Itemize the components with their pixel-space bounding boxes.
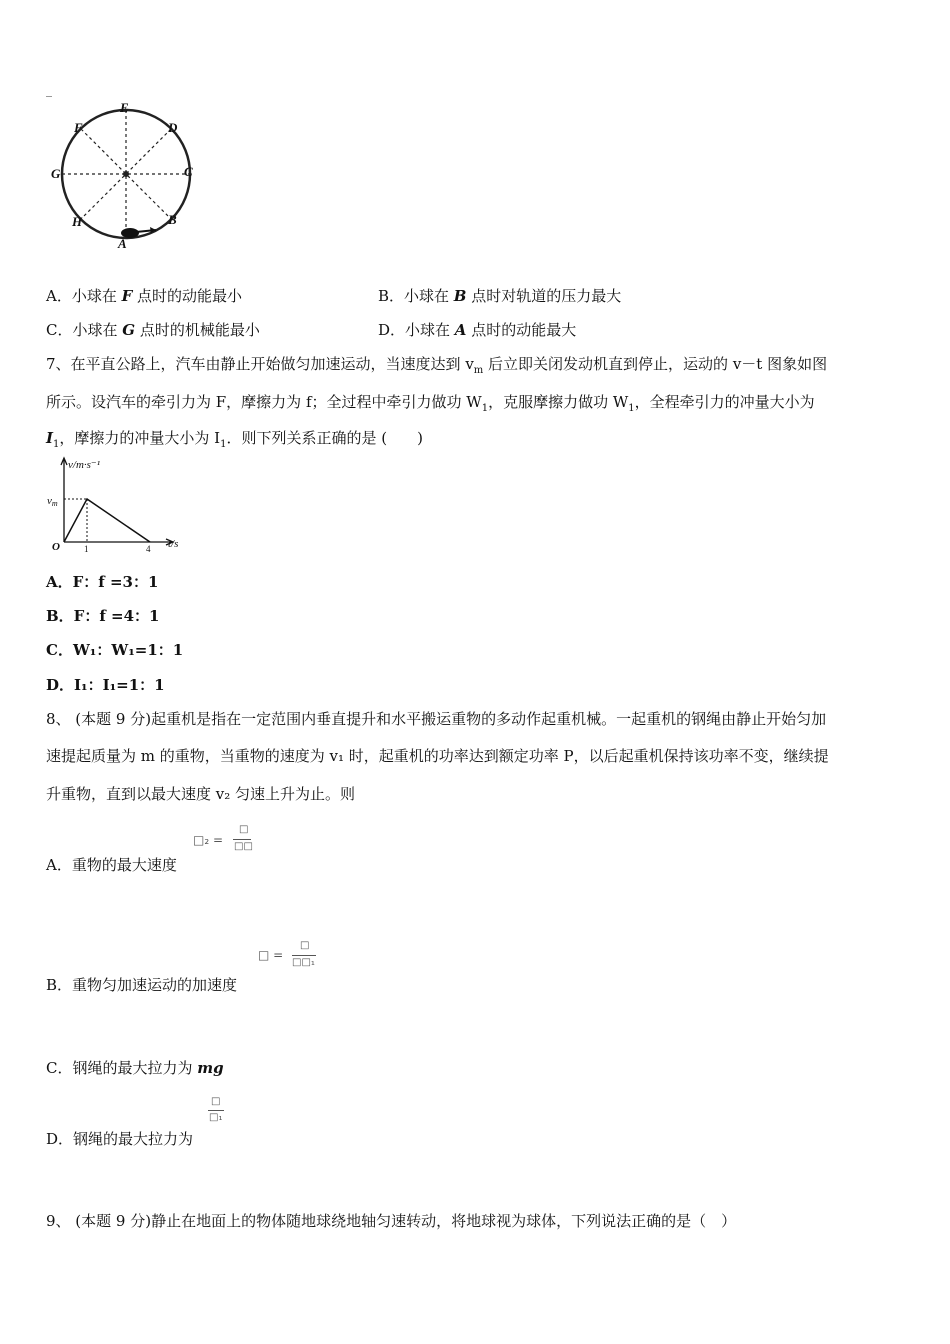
graph-vm: vm [47,495,58,508]
q8-option-c-text: C．钢绳的最大拉力为 [46,1059,198,1077]
formula-b-bar [292,955,316,956]
q7-l2-sub2: 1 [628,403,635,414]
q9-stem: 9、 (本题 9 分)静止在地面上的物体随地球绕地轴匀速转动，将地球视为球体，下列说法正确的是（ ） [46,1212,737,1230]
q7-l3-sub: 1 [53,439,60,450]
q6-option-d [378,320,576,340]
vt-line [64,499,150,542]
q8-stem-line3: 升重物，直到以最大速度 v₂ 匀速上升为止。则 [46,785,356,803]
q6-option-b [378,286,621,306]
label-F: F [74,120,83,135]
label-B: B [168,212,177,227]
q7-l3b: ，摩擦力的冲量大小为 I [59,429,221,447]
q7-l1-b: 后立即关闭发动机直到停止，运动的 v－t 图象如图 [483,355,828,373]
formula-a-den: □□ [234,841,253,852]
formula-b-den: □□₁ [292,957,315,968]
formula-a [193,826,257,856]
label-E: E [120,100,129,115]
q7-option-c: C．W₁：W₁=1：1 [46,641,184,659]
formula-b [258,942,322,974]
q7-l3-sub2: 1 [220,439,227,450]
formula-b-num: □ [300,940,310,951]
q7-l1-sub: m [473,365,484,376]
q7-option-b: B．F：f =4：1 [46,607,160,625]
q8-option-d: D．钢绳的最大拉力为 [46,1130,194,1148]
q8-option-a: A．重物的最大速度 [46,856,177,874]
q6-option-a-text: A．小球在 [46,287,122,305]
label-G: G [51,166,61,181]
vt-graph [44,452,194,556]
formula-a-lhs: □₂ = [193,833,224,847]
formula-a-num: □ [239,824,249,835]
formula-a-bar [233,839,251,840]
q8-stem-line1: 8、 (本题 9 分)起重机是指在一定范围内垂直提升和水平搬运重物的多动作起重机械。一起重机的钢绳由静止开始匀加 [46,710,827,728]
q7-l2-b: ，克服摩擦力做功 W [488,393,629,411]
graph-t1: 1 [84,544,89,554]
q6-option-d-tail: 点时的动能最大 [466,321,577,339]
q6-option-a-tail: 点时的动能最小 [132,287,243,305]
q7-l2: 所示。设汽车的牵引力为 F，摩擦力为 f；全过程中牵引力做功 W [46,393,482,411]
q6-option-a-var: F [121,287,133,305]
q6-option-c [46,320,260,340]
q7-l2-c: ，全程牵引力的冲量大小为 [634,393,815,411]
center-dot [123,171,129,177]
q8-option-c [46,1058,224,1078]
graph-t4: 4 [146,544,151,554]
label-C: C [184,164,193,179]
q6-option-a [46,286,242,306]
q6-option-c-var: G [122,321,136,339]
q7-stem-line3 [46,428,423,455]
corner-mark [46,96,52,97]
circle-figure [44,98,214,254]
formula-b-lhs: □ = [258,948,284,962]
formula-d-num: □ [211,1096,221,1107]
graph-ylabel: v/m·s⁻¹ [68,459,101,471]
q7-stem-line2 [46,392,815,419]
q7-stem-line1 [46,354,827,381]
q6-option-d-var: A [454,321,467,339]
graph-origin: O [52,541,60,553]
formula-d [207,1096,227,1128]
label-D: D [168,120,178,135]
q7-l2-sub: 1 [481,403,489,414]
q6-option-b-text: B．小球在 [378,287,454,305]
q8-option-c-var: mg [197,1059,224,1077]
q7-option-d: D．I₁：I₁=1：1 [46,676,165,694]
label-H: H [72,214,83,229]
q6-option-b-tail: 点时对轨道的压力最大 [466,287,622,305]
q6-option-c-text: C．小球在 [46,321,123,339]
q7-option-a: A．F：f =3：1 [46,573,159,591]
formula-d-den: □₁ [209,1112,223,1123]
q6-option-c-tail: 点时的机械能最小 [135,321,260,339]
q8-option-b: B．重物匀加速运动的加速度 [46,976,238,994]
q8-stem-line2: 速提起质量为 m 的重物，当重物的速度为 v₁ 时，起重机的功率达到额定功率 P，以后起重机保持该功率不变，继续提 [46,747,829,765]
graph-xlabel: t/s [168,538,179,550]
formula-d-bar [208,1110,224,1111]
q7-l1: 7、在平直公路上，汽车由静止开始做匀加速运动，当速度达到 v [46,355,474,373]
q6-option-b-var: B [453,287,467,305]
q7-l3a: I [46,429,54,447]
q6-option-d-text: D．小球在 [378,321,455,339]
q7-l3c: ．则下列关系正确的是 ( ) [226,429,423,447]
label-A: A [118,236,127,251]
